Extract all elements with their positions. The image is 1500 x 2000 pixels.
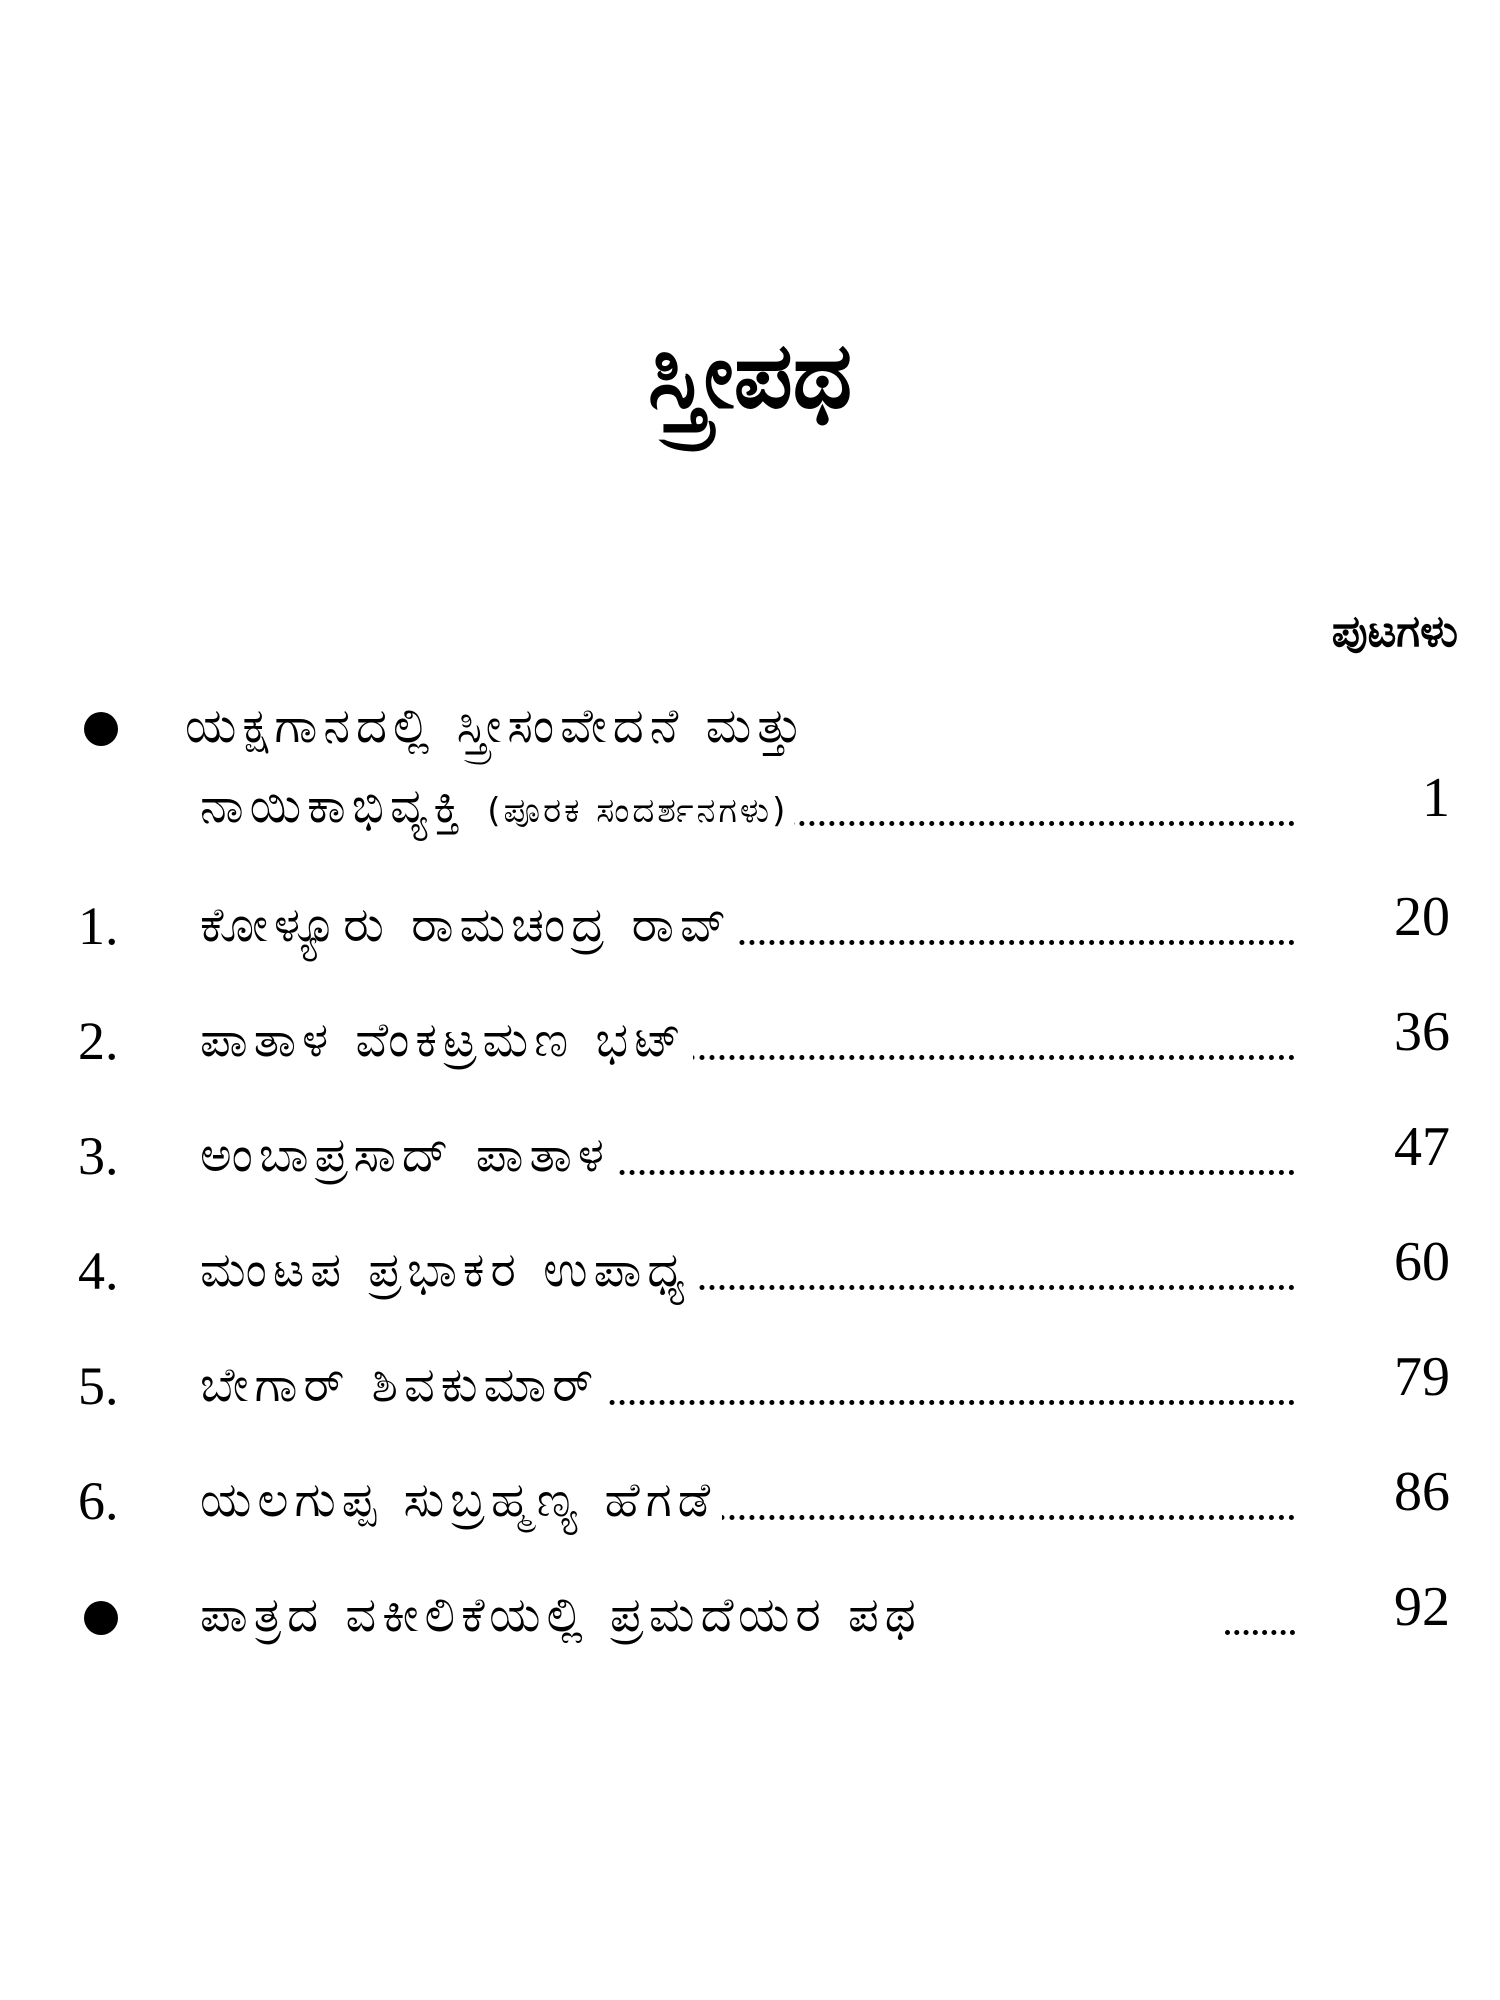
toc-entry-title: ಪಾತಾಳ ವೆಂಕಟ್ರಮಣ ಭಟ್: [200, 1012, 693, 1068]
toc-intro-title-main: ನಾಯಿಕಾಭಿವ್ಯಕ್ತಿ: [200, 778, 466, 834]
toc-entry: [0, 1460, 1500, 1540]
toc-closing-item: [0, 1575, 1500, 1655]
dot-leader: [1225, 1630, 1295, 1635]
toc-intro-item: [0, 686, 1500, 766]
toc-page-number: 79: [1394, 1346, 1450, 1408]
toc-entry: [0, 1230, 1500, 1310]
toc-page-number: 1: [1422, 767, 1450, 829]
pages-column-heading: ಪುಟಗಳು: [1331, 606, 1458, 657]
toc-intro-title-note: (ಪೂರಕ ಸಂದರ್ಶನಗಳು): [487, 791, 789, 831]
toc-intro-item-line2: [0, 766, 1500, 846]
toc-page-number: 86: [1394, 1461, 1450, 1523]
toc-entry: [0, 1000, 1500, 1080]
toc-title-wrap: [200, 1460, 1295, 1540]
toc-entry-number: 6.: [78, 1471, 119, 1531]
toc-intro-title-line2: [200, 778, 794, 834]
toc-title-wrap: [200, 1230, 1295, 1310]
toc-entry-title: ಯಲಗುಪ್ಪ ಸುಬ್ರಹ್ಮಣ್ಯ ಹೆಗಡೆ: [200, 1472, 722, 1528]
toc-title-wrap: [200, 766, 1295, 846]
toc-title-wrap: [200, 885, 1295, 965]
toc-entry: [0, 885, 1500, 965]
bullet-icon: [84, 1601, 118, 1635]
toc-page-number: 92: [1394, 1576, 1450, 1638]
toc-entry-title: ಕೋಳ್ಯೂರು ರಾಮಚಂದ್ರ ರಾವ್: [200, 897, 738, 953]
toc-entry-number: 5.: [78, 1356, 119, 1416]
toc-entry-title: ಪಾತ್ರದ ವಕೀಲಿಕೆಯಲ್ಲಿ ಪ್ರಮದೆಯರ ಪಥ: [200, 1587, 928, 1643]
bullet-icon: [84, 712, 118, 746]
toc-page-number: 20: [1394, 886, 1450, 948]
toc-intro-title-line1: ಯಕ್ಷಗಾನದಲ್ಲಿ ಸ್ತ್ರೀಸಂವೇದನೆ ಮತ್ತು: [185, 698, 809, 754]
toc-title-wrap: [200, 1575, 1295, 1655]
toc-title-wrap: [200, 1115, 1295, 1195]
toc-page-number: 60: [1394, 1231, 1450, 1293]
toc-entry-number: 2.: [78, 1011, 119, 1071]
toc-title-wrap: [200, 1000, 1295, 1080]
toc-page-number: 36: [1394, 1001, 1450, 1063]
toc-title-wrap: [200, 1345, 1295, 1425]
toc-entry: [0, 1345, 1500, 1425]
toc-entry-title: ಅಂಬಾಪ್ರಸಾದ್ ಪಾತಾಳ: [200, 1127, 616, 1183]
toc-page-number: 47: [1394, 1116, 1450, 1178]
toc-entry-number: 4.: [78, 1241, 119, 1301]
toc-entry-title: ಮಂಟಪ ಪ್ರಭಾಕರ ಉಪಾಧ್ಯ: [200, 1242, 697, 1298]
toc-entry: [0, 1115, 1500, 1195]
page-title: ಸ್ತ್ರೀಪಥ: [647, 322, 853, 429]
toc-entry-number: 3.: [78, 1126, 119, 1186]
toc-entry-number: 1.: [78, 896, 119, 956]
toc-entry-title: ಬೇಗಾರ್ ಶಿವಕುಮಾರ್: [200, 1357, 605, 1413]
